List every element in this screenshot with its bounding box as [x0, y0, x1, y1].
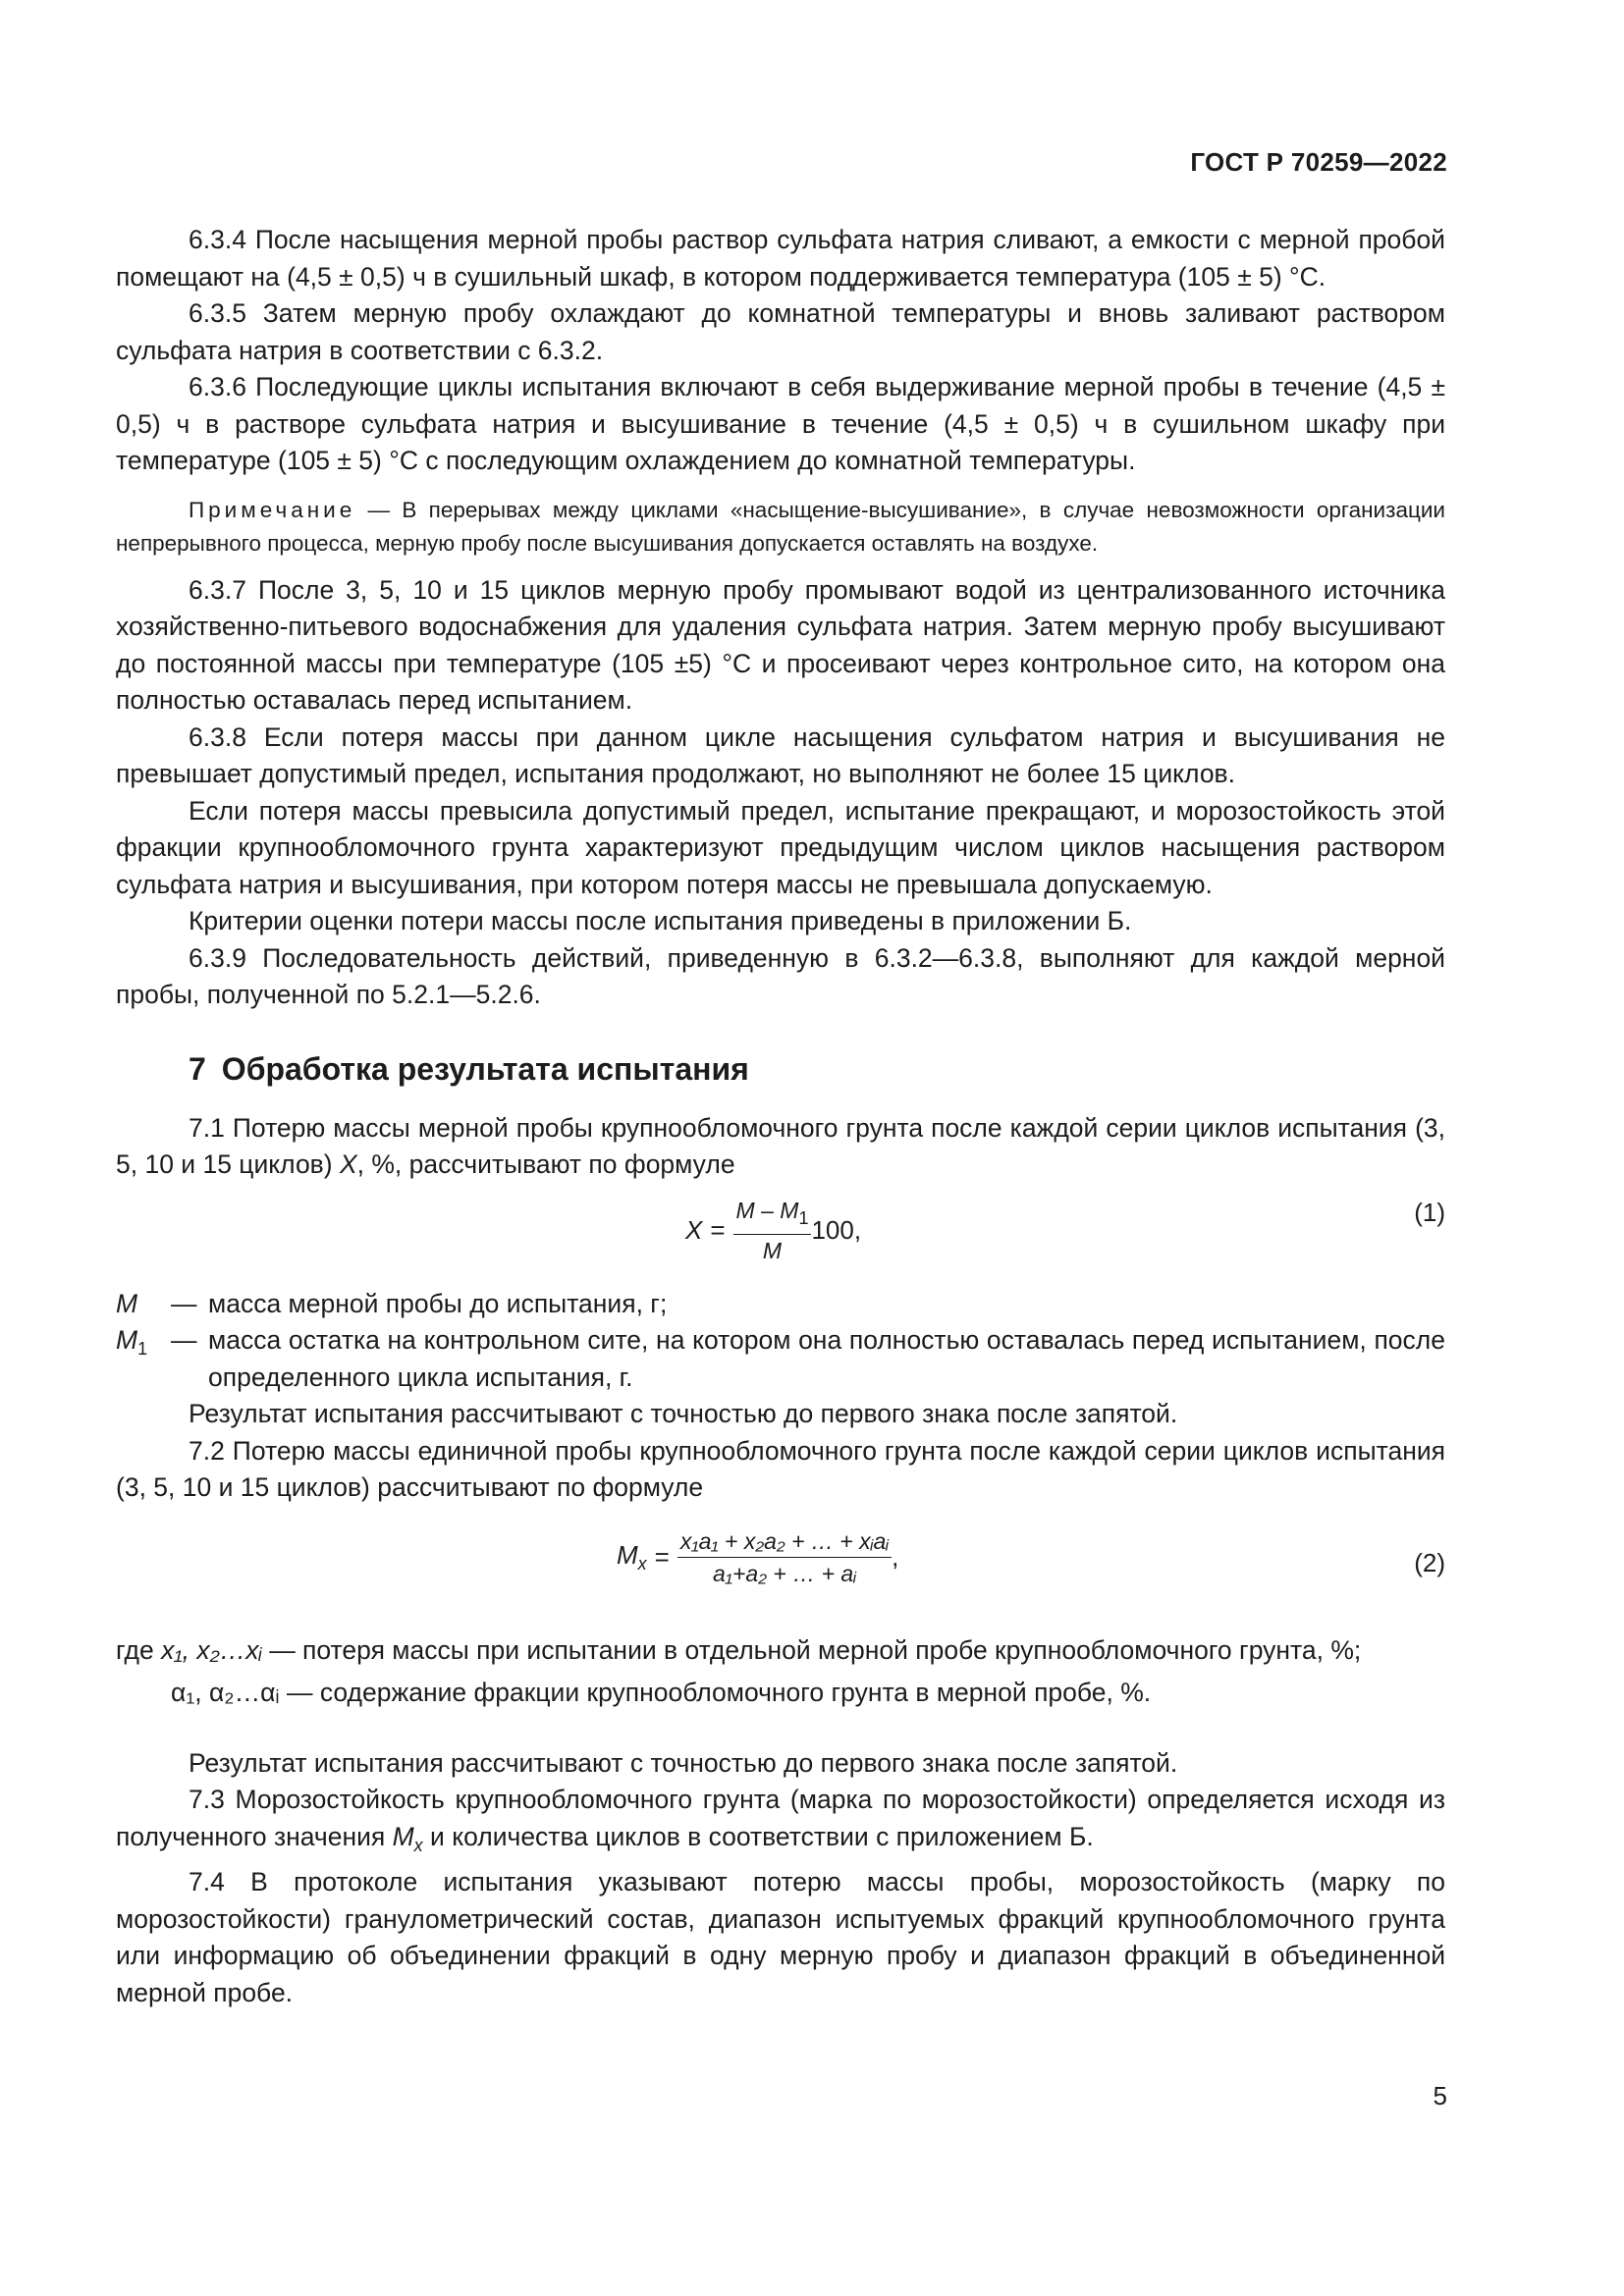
paragraph-exceed: Если потеря массы превысила допустимый предел, испытание прекращают, и морозостойкость этой фракции крупнообломочного грунта характеризуют предыдущим числом циклов насыщения раствором сульфата натрия и высушивания, при котором потеря массы не превышала допускаемую.	[116, 795, 1445, 899]
formula-2-lhs: $M_x$	[617, 1539, 647, 1574]
paragraph-7-4: 7.4 В протоколе испытания указывают потерю массы пробы, морозостойкость (марку по морозостойкости) гранулометрический состав, диапазон испытуемых фракций крупнообломочного грунта или информацию об объединении фракций в одну мерную пробу и диапазон фракций в объединенной мерной пробе.	[116, 1867, 1445, 2007]
formula-2	[116, 1513, 1445, 1621]
paragraph-6-3-4: 6.3.4 После насыщения мерной пробы раствор сульфата натрия сливают, а емкости с мерной пробой помещают на (4,5 ± 0,5) ч в сушильный шкаф, в котором поддерживается температура (105 ± 5) °С.	[116, 225, 1445, 292]
paragraph-7-3: 7.3 Морозостойкость крупнообломочного грунта (марка по морозостойкости) определяется исходя из полученного значения $M_x$ и количества циклов в соответствии с приложением Б.	[116, 1785, 1445, 1855]
variable-x: X	[339, 1149, 357, 1179]
formula-2-fraction: $\frac{\text{x₁a₁ + x₂a₂ + … + xᵢaᵢ}}{\text{a₁+a₂ + … + aᵢ}}$	[677, 1526, 892, 1588]
formula-1-fraction: $\frac{M - M_1}{M}$	[733, 1196, 812, 1265]
paragraph-criteria: Критерии оценки потери массы после испытания приведены в приложении Б.	[189, 906, 1132, 935]
paragraph-7-2: 7.2 Потерю массы единичной пробы крупнообломочного грунта после каждой серии циклов испытания (3, 5, 10 и 15 циклов) рассчитывают по формуле	[116, 1435, 1445, 1502]
formula-1-lhs: X	[685, 1214, 703, 1245]
formula-2-body: $M_x$ = $\frac{\text{x₁a₁ + x₂a₂ + … + xᵢaᵢ}}{\text{a₁+a₂ + … + aᵢ}}$ ,	[617, 1527, 899, 1586]
note	[116, 494, 1445, 561]
formula-1-number: (1)	[1414, 1197, 1445, 1227]
paragraph-6-3-5: 6.3.5 Затем мерную пробу охлаждают до комнатной температуры и вновь заливают раствором сульфата натрия в соответствии с 6.3.2.	[116, 298, 1445, 365]
paragraph-7-1: 7.1 Потерю массы мерной пробы крупнообломочного грунта после каждой серии циклов испытания (3, 5, 10 и 15 циклов) X, %, рассчитывают по формуле	[116, 1112, 1445, 1179]
formula-1	[116, 1188, 1445, 1276]
note-text: — В перерывах между циклами «насыщение-высушивание», в случае невозможности организации непрерывного процесса, мерную пробу после высушивания допускается оставлять на воздухе.	[116, 497, 1445, 556]
definitions-list	[116, 1286, 1445, 1397]
definition-m: M — масса мерной пробы до испытания, г;	[116, 1288, 668, 1318]
section-heading	[189, 1049, 1445, 1089]
paragraph-6-3-9: 6.3.9 Последовательность действий, приведенную в 6.3.2—6.3.8, выполняют для каждой мерной пробы, полученной по 5.2.1—5.2.6.	[116, 942, 1445, 1009]
formula-1-body: X = $\frac{M - M_1}{M}$ 100,	[685, 1197, 862, 1263]
document-header: ГОСТ Р 70259—2022	[1190, 147, 1447, 177]
paragraph-6-3-6: 6.3.6 Последующие циклы испытания включают в себя выдерживание мерной пробы в течение (4,5 ± 0,5) ч в растворе сульфата натрия и высушивание в течение (4,5 ± 0,5) ч в сушильном шкафу при температуре (105 ± 5) °С с последующим охлаждением до комнатной температуры.	[116, 372, 1445, 475]
definition-m1: $M_1$ — масса остатка на контрольном сите, на котором она полностью оставалась перед испытанием, после определенного цикла испытания, г.	[116, 1325, 1445, 1392]
result-precision-1: Результат испытания рассчитывают с точностью до первого знака после запятой.	[189, 1399, 1178, 1428]
paragraph-6-3-7: 6.3.7 После 3, 5, 10 и 15 циклов мерную пробу промывают водой из централизованного источника хозяйственно-питьевого водоснабжения для удаления сульфата натрия. Затем мерную пробу высушивают до постоянной массы при температуре (105 ±5) °С и просеивают через контрольное сито, на котором она полностью оставалась перед испытанием.	[116, 574, 1445, 715]
section-number: 7	[189, 1050, 206, 1087]
page-content	[116, 222, 1445, 2011]
page-number: 5	[1433, 2081, 1447, 2110]
section-title: Обработка результата испытания	[221, 1050, 749, 1087]
result-precision-2: Результат испытания рассчитывают с точностью до первого знака после запятой.	[189, 1747, 1178, 1778]
formula-2-number: (2)	[1414, 1547, 1445, 1577]
formula-1-factor: 100,	[811, 1214, 862, 1245]
where-alpha: α₁, α₂…αᵢ — содержание фракции крупнообломочного грунта в мерной пробе, %.	[171, 1678, 1152, 1707]
paragraph-6-3-8: 6.3.8 Если потеря массы при данном цикле насыщения сульфатом натрия и высушивания не превышает допустимый предел, испытания продолжают, но выполняют не более 15 циклов.	[116, 721, 1445, 788]
note-label: Примечание	[189, 497, 356, 522]
where-x: где x₁, x₂…xᵢ — потеря массы при испытании в отдельной мерной пробе крупнообломочного грунта, %;	[116, 1634, 1362, 1665]
